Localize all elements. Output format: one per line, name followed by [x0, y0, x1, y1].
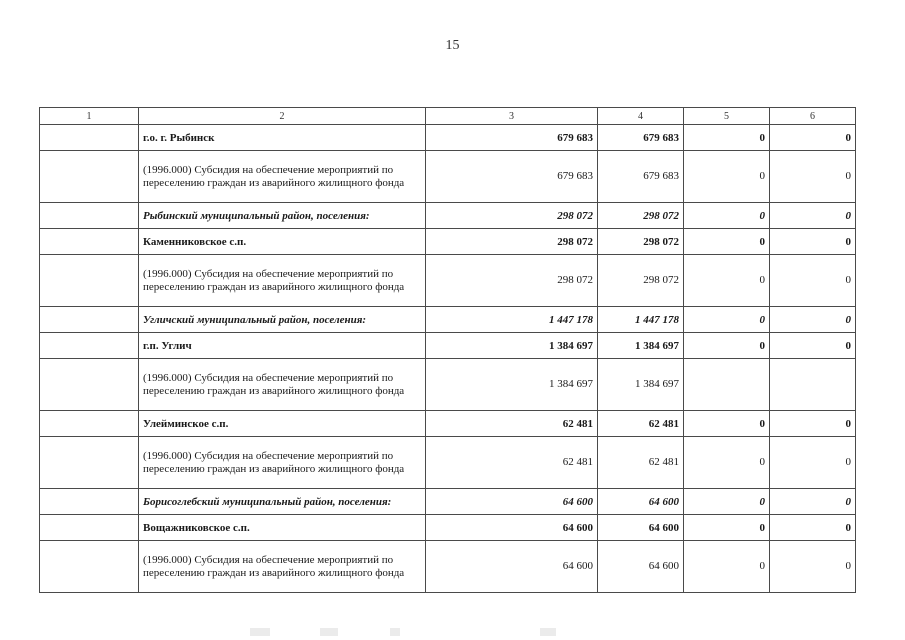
cell-col6: 0 — [770, 255, 856, 307]
cell-name: (1996.000) Субсидия на обеспечение мероприятий по переселению граждан из аварийного жилищного фонда — [139, 541, 426, 593]
cell-col4: 62 481 — [598, 437, 684, 489]
cell-col4: 64 600 — [598, 541, 684, 593]
cell-code — [40, 359, 139, 411]
cell-code — [40, 255, 139, 307]
cell-col3: 1 447 178 — [426, 307, 598, 333]
cell-name: Борисоглебский муниципальный район, поселения: — [139, 489, 426, 515]
column-header-2: 2 — [139, 108, 426, 125]
cell-col4: 64 600 — [598, 515, 684, 541]
cell-col6: 0 — [770, 151, 856, 203]
cell-name: Угличский муниципальный район, поселения: — [139, 307, 426, 333]
table-row — [40, 255, 856, 307]
cell-name: г.о. г. Рыбинск — [139, 125, 426, 151]
budget-table — [39, 107, 856, 593]
cell-col3: 62 481 — [426, 411, 598, 437]
cell-code — [40, 125, 139, 151]
cell-code — [40, 515, 139, 541]
table-row — [40, 489, 856, 515]
cell-col4: 679 683 — [598, 151, 684, 203]
cell-col4: 298 072 — [598, 255, 684, 307]
cell-code — [40, 151, 139, 203]
cell-col4: 298 072 — [598, 229, 684, 255]
cell-col5: 0 — [684, 229, 770, 255]
cell-name: Рыбинский муниципальный район, поселения: — [139, 203, 426, 229]
cell-col6: 0 — [770, 489, 856, 515]
cell-code — [40, 203, 139, 229]
cell-name: Улейминское с.п. — [139, 411, 426, 437]
cell-name: Вощажниковское с.п. — [139, 515, 426, 541]
cell-col3: 64 600 — [426, 541, 598, 593]
cell-col3: 1 384 697 — [426, 359, 598, 411]
cell-col5: 0 — [684, 541, 770, 593]
table-row — [40, 151, 856, 203]
cell-col3: 298 072 — [426, 255, 598, 307]
cell-col6: 0 — [770, 437, 856, 489]
table-row — [40, 229, 856, 255]
cell-code — [40, 411, 139, 437]
cell-code — [40, 229, 139, 255]
page-number: 15 — [445, 38, 460, 53]
cell-code — [40, 307, 139, 333]
table-row — [40, 515, 856, 541]
cell-name: (1996.000) Субсидия на обеспечение мероприятий по переселению граждан из аварийного жилищного фонда — [139, 359, 426, 411]
cell-col5: 0 — [684, 125, 770, 151]
cell-code — [40, 541, 139, 593]
cell-col4: 62 481 — [598, 411, 684, 437]
cell-col6 — [770, 359, 856, 411]
cell-col4: 1 384 697 — [598, 333, 684, 359]
table-row — [40, 541, 856, 593]
cell-col6: 0 — [770, 515, 856, 541]
table-row — [40, 307, 856, 333]
table-row — [40, 203, 856, 229]
table-row — [40, 359, 856, 411]
cell-col5: 0 — [684, 151, 770, 203]
column-header-3: 3 — [426, 108, 598, 125]
cell-col6: 0 — [770, 203, 856, 229]
cell-col3: 679 683 — [426, 125, 598, 151]
column-header-1: 1 — [40, 108, 139, 125]
cell-col3: 1 384 697 — [426, 333, 598, 359]
cell-name: Каменниковское с.п. — [139, 229, 426, 255]
cell-col4: 679 683 — [598, 125, 684, 151]
cell-code — [40, 333, 139, 359]
cell-col5: 0 — [684, 411, 770, 437]
table-row — [40, 437, 856, 489]
cell-col3: 298 072 — [426, 229, 598, 255]
cell-col6: 0 — [770, 125, 856, 151]
table-row — [40, 125, 856, 151]
cell-col5: 0 — [684, 307, 770, 333]
cell-name: (1996.000) Субсидия на обеспечение мероприятий по переселению граждан из аварийного жилищного фонда — [139, 255, 426, 307]
table-row — [40, 333, 856, 359]
cell-col4: 1 447 178 — [598, 307, 684, 333]
table-row — [40, 411, 856, 437]
cell-col5: 0 — [684, 515, 770, 541]
cell-col3: 679 683 — [426, 151, 598, 203]
cell-col5: 0 — [684, 333, 770, 359]
cell-code — [40, 437, 139, 489]
cell-col5: 0 — [684, 203, 770, 229]
cell-col4: 298 072 — [598, 203, 684, 229]
cell-col4: 1 384 697 — [598, 359, 684, 411]
table-body — [40, 125, 856, 593]
cell-code — [40, 489, 139, 515]
cell-col6: 0 — [770, 307, 856, 333]
cell-col6: 0 — [770, 541, 856, 593]
scan-artifact — [540, 628, 556, 636]
cell-col6: 0 — [770, 229, 856, 255]
cell-col6: 0 — [770, 333, 856, 359]
scan-artifact — [250, 628, 270, 636]
cell-col3: 64 600 — [426, 515, 598, 541]
cell-col5: 0 — [684, 489, 770, 515]
scan-artifact — [390, 628, 400, 636]
header-row — [40, 108, 856, 125]
cell-col6: 0 — [770, 411, 856, 437]
cell-col3: 298 072 — [426, 203, 598, 229]
cell-name: г.п. Углич — [139, 333, 426, 359]
cell-col5: 0 — [684, 255, 770, 307]
cell-col3: 64 600 — [426, 489, 598, 515]
cell-col5 — [684, 359, 770, 411]
column-header-4: 4 — [598, 108, 684, 125]
column-header-6: 6 — [770, 108, 856, 125]
cell-col3: 62 481 — [426, 437, 598, 489]
scan-artifact — [320, 628, 338, 636]
column-header-5: 5 — [684, 108, 770, 125]
cell-col4: 64 600 — [598, 489, 684, 515]
cell-name: (1996.000) Субсидия на обеспечение мероприятий по переселению граждан из аварийного жилищного фонда — [139, 151, 426, 203]
cell-name: (1996.000) Субсидия на обеспечение мероприятий по переселению граждан из аварийного жилищного фонда — [139, 437, 426, 489]
cell-col5: 0 — [684, 437, 770, 489]
